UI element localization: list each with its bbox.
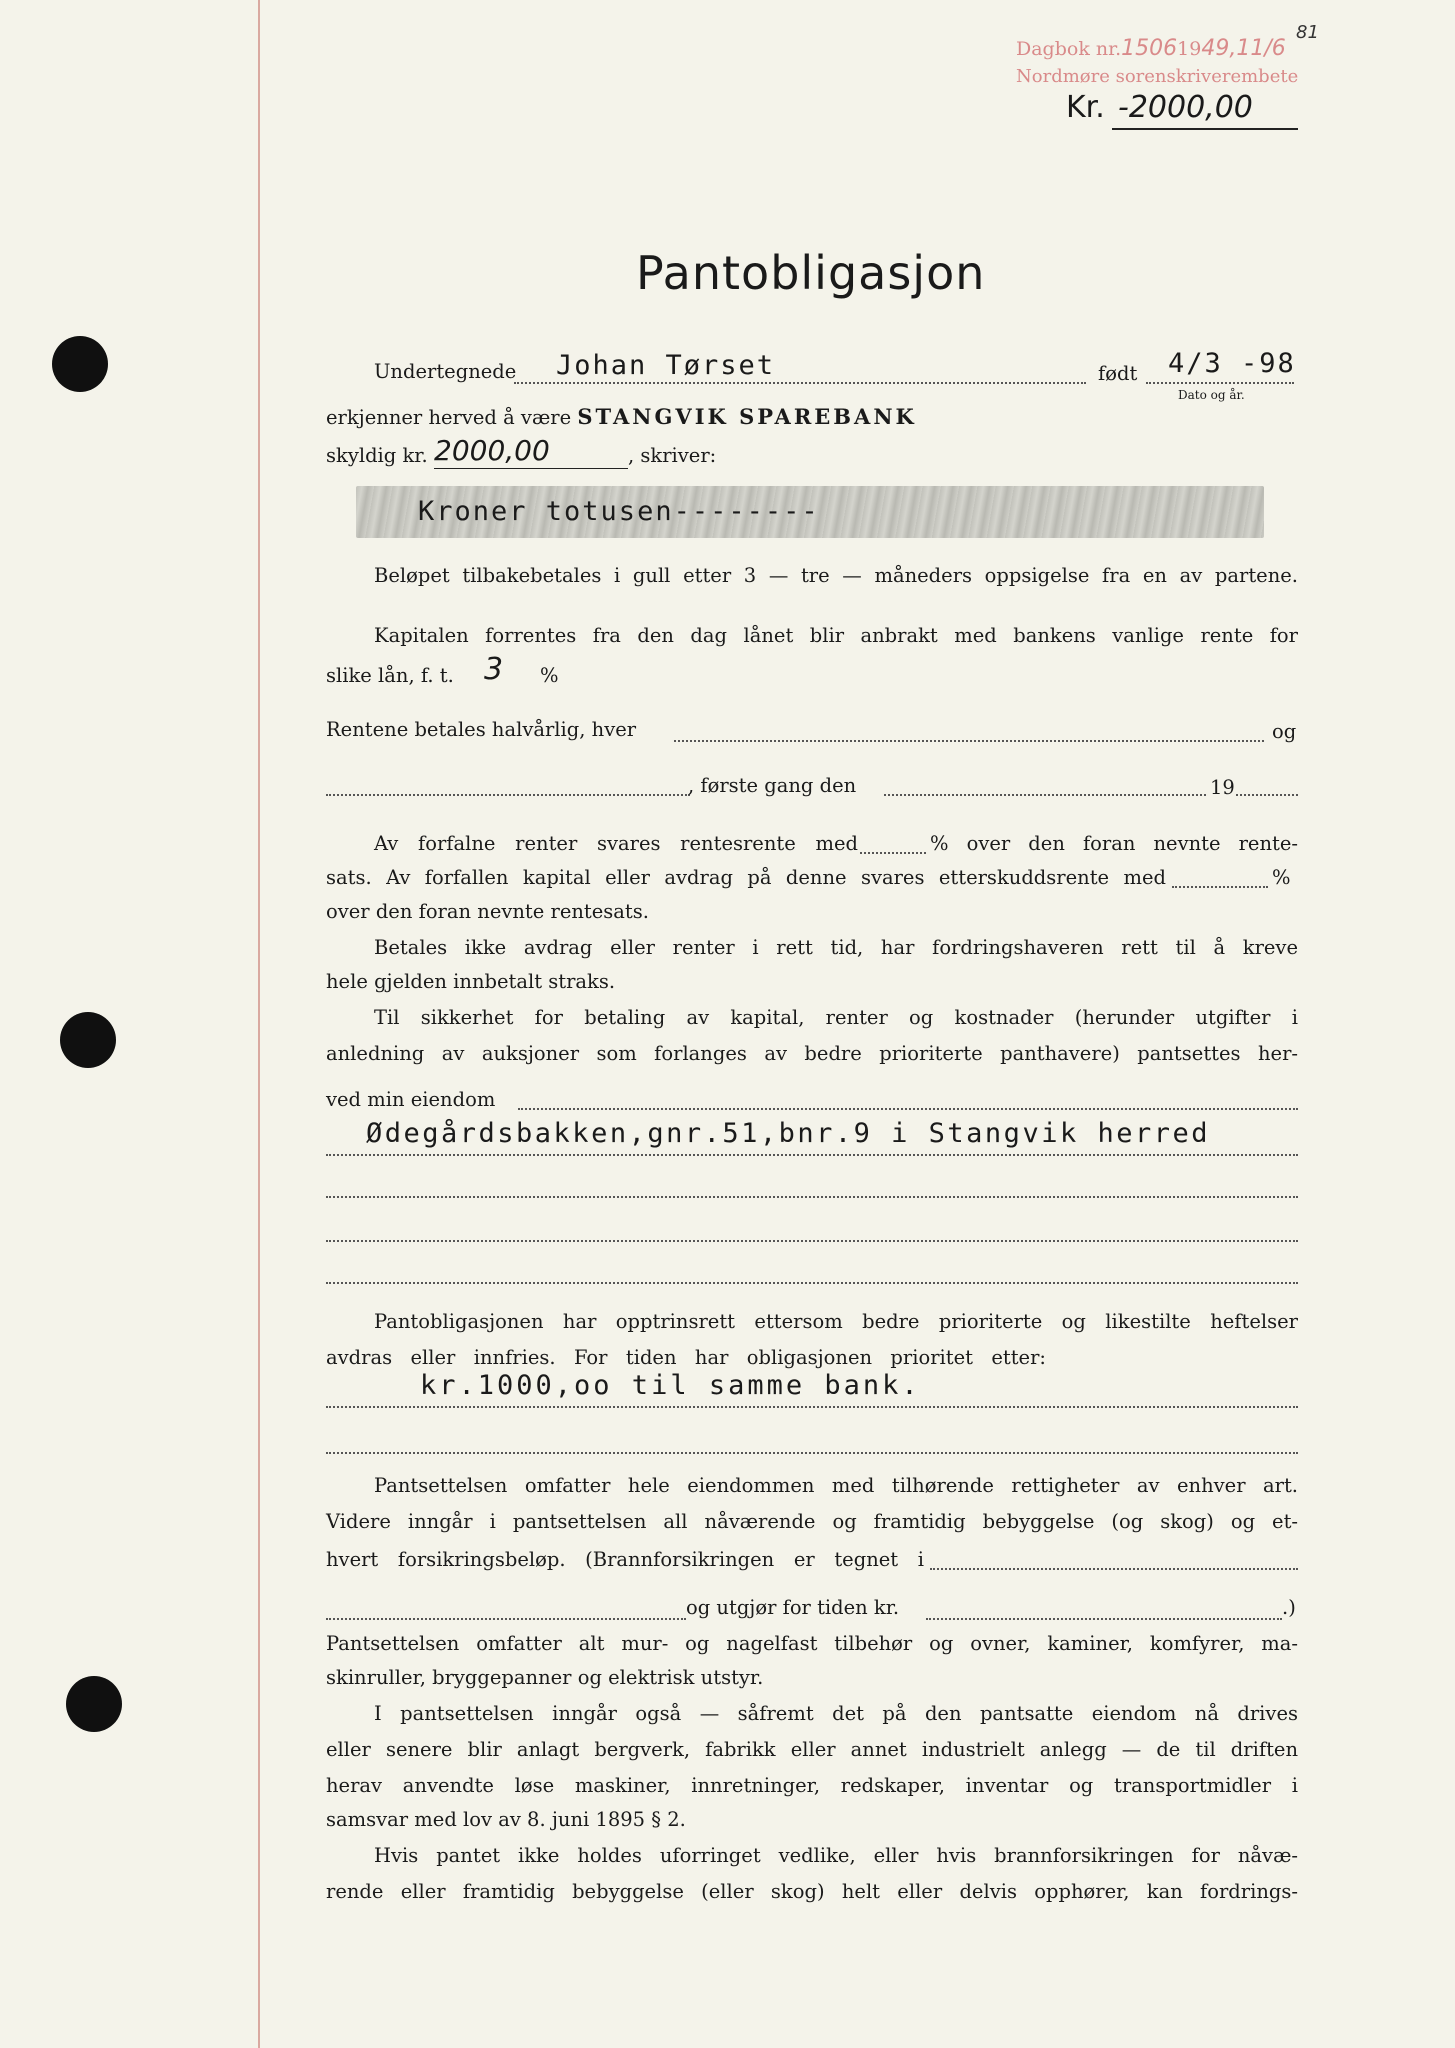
- stamp-year: 49,: [1201, 36, 1237, 61]
- insurance-line2: [326, 1618, 686, 1620]
- registry-stamp-line1: [1016, 36, 1286, 61]
- skyldig-underline: [434, 468, 628, 469]
- utgjor-label: og utgjør for tiden kr.: [686, 1596, 900, 1619]
- paragraph-priority-line1: Pantobligasjonen har opptrinsrett ettersom bedre prioriterte og likestilte heftelser: [374, 1310, 1298, 1333]
- paragraph-penalty-line2: sats. Av forfallen kapital eller avdrag på denne svares etterskuddsrente med: [326, 866, 1166, 889]
- skriver-label: , skriver:: [628, 444, 717, 467]
- bank-name: STANGVIK SPAREBANK: [577, 404, 917, 429]
- property-line3: [326, 1196, 1298, 1198]
- birth-date: 4/3 -98: [1168, 348, 1296, 379]
- paragraph-industry-line1: I pantsettelsen inngår også — såfremt det på den pantsatte eiendom nå drives: [374, 1702, 1298, 1725]
- paragraph-penalty-line3: over den foran nevnte rentesats.: [326, 900, 649, 923]
- priority-line1: [326, 1406, 1298, 1408]
- interest-rate: 3: [484, 652, 504, 687]
- fodt-line: [1146, 382, 1294, 384]
- insurance-line1: [930, 1568, 1298, 1570]
- amount-in-words: Kroner totusen--------: [418, 496, 820, 527]
- paragraph-default-line1: Betales ikke avdrag eller renter i rett tid, har fordringshaveren rett til å kreve: [374, 936, 1298, 959]
- og-label: og: [1272, 720, 1297, 743]
- paragraph-fixtures-line2: skinruller, bryggepanner og elektrisk utstyr.: [326, 1666, 764, 1689]
- paragraph-maintenance-line1: Hvis pantet ikke holdes uforringet vedlike, eller hvis brannforsikringen for nåvæ-: [374, 1844, 1298, 1867]
- property-line2: [326, 1154, 1298, 1156]
- penalty-rate-line: [860, 852, 926, 854]
- property-line4: [326, 1240, 1298, 1242]
- arrears-rate-line: [1172, 886, 1268, 888]
- forste-gang-line: [884, 794, 1206, 796]
- paragraph-scope-line2: Videre inngår i pantsettelsen all nåværende og framtidig bebyggelse (og skog) og et-: [326, 1510, 1298, 1533]
- erkjenner-prefix: erkjenner herved å være: [326, 406, 572, 429]
- paragraph-security-line1: Til sikkerhet for betaling av kapital, renter og kostnader (herunder utgifter i: [374, 1006, 1298, 1029]
- amount-prefix: Kr.: [1066, 90, 1105, 125]
- rentene-label: Rentene betales halvårlig, hver: [326, 718, 637, 741]
- paragraph-maintenance-line2: rende eller framtidig bebyggelse (eller skog) helt eller delvis opphører, kan fordrings-: [326, 1880, 1298, 1903]
- property-line5: [326, 1282, 1298, 1284]
- property-line1: [518, 1108, 1298, 1110]
- paragraph-penalty-line1a: Av forfalne renter svares rentesrente med: [374, 832, 858, 855]
- skyldig-amount: 2000,00: [434, 434, 550, 467]
- punch-hole: [52, 336, 108, 392]
- paragraph-industry-line2: eller senere blir anlagt bergverk, fabrikk eller annet industrielt anlegg — de til driften: [326, 1738, 1298, 1761]
- registry-stamp-line2: Nordmøre sorenskriverembete: [1016, 66, 1299, 87]
- date-line: [326, 794, 690, 796]
- stamp-date: 11/6: [1236, 36, 1286, 61]
- forste-gang-label: , første gang den: [688, 774, 857, 797]
- document-title: Pantobligasjon: [636, 246, 986, 300]
- paragraph-priority-line2: avdras eller innfries. For tiden har obligasjonen prioritet etter:: [326, 1346, 1046, 1369]
- percent-sign: %: [540, 664, 559, 687]
- paragraph-scope-line3: hvert forsikringsbeløp. (Brannforsikringen er tegnet i: [326, 1548, 924, 1571]
- amount-value: -2000,00: [1118, 90, 1253, 125]
- rentene-line: [674, 740, 1264, 742]
- punch-hole: [60, 1012, 116, 1068]
- margin-line: [258, 0, 260, 2048]
- fodt-label: født: [1098, 362, 1138, 385]
- year-line: [1236, 794, 1298, 796]
- paragraph-industry-line3: herav anvendte løse maskiner, innretninger, redskaper, inventar og transportmidler i: [326, 1774, 1298, 1797]
- closing-paren: .): [1282, 1596, 1296, 1619]
- dato-caption: Dato og år.: [1178, 388, 1245, 402]
- priority-line2: [326, 1452, 1298, 1454]
- paragraph-penalty-line1b: % over den foran nevnte rente-: [930, 832, 1298, 855]
- paragraph-repayment: Beløpet tilbakebetales i gull etter 3 — tre — måneders oppsigelse fra en av partene.: [374, 564, 1298, 587]
- paragraph-industry-line4: samsvar med lov av 8. juni 1895 § 2.: [326, 1808, 686, 1831]
- erkjenner-text: [326, 404, 917, 429]
- debtor-name: Johan Tørset: [556, 350, 776, 381]
- skyldig-label: skyldig kr.: [326, 444, 428, 467]
- paragraph-security-line2: anledning av auksjoner som forlanges av bedre prioriterte panthavere) pantsettes her-: [326, 1042, 1298, 1065]
- stamp-number: 1506: [1121, 36, 1178, 61]
- name-line: [514, 382, 1086, 384]
- paragraph-security-line3: ved min eiendom: [326, 1088, 496, 1111]
- amount-underline: [1112, 128, 1298, 130]
- stamp-label: Dagbok nr.: [1016, 38, 1122, 60]
- paragraph-interest-line2: slike lån, f. t.: [326, 664, 454, 687]
- stamp-extra-number: 81: [1296, 22, 1319, 43]
- prior-encumbrance: kr.1000,oo til samme bank.: [420, 1370, 921, 1401]
- undertegnede-label: Undertegnede: [374, 360, 517, 383]
- paragraph-fixtures-line1: Pantsettelsen omfatter alt mur- og nagelfast tilbehør og ovner, kaminer, komfyrer, ma-: [326, 1632, 1298, 1655]
- paragraph-default-line2: hele gjelden innbetalt straks.: [326, 970, 616, 993]
- property-description: Ødegårdsbakken,gnr.51,bnr.9 i Stangvik herred: [366, 1118, 1210, 1149]
- insurance-amount-line: [926, 1618, 1282, 1620]
- paragraph-scope-line1: Pantsettelsen omfatter hele eiendommen med tilhørende rettigheter av enhver art.: [374, 1474, 1298, 1497]
- arrears-percent: %: [1272, 866, 1291, 889]
- stamp-year-prefix: 19: [1177, 38, 1202, 60]
- year-prefix: 19: [1210, 776, 1235, 799]
- paragraph-interest-line1: Kapitalen forrentes fra den dag lånet blir anbrakt med bankens vanlige rente for: [374, 624, 1298, 647]
- punch-hole: [66, 1676, 122, 1732]
